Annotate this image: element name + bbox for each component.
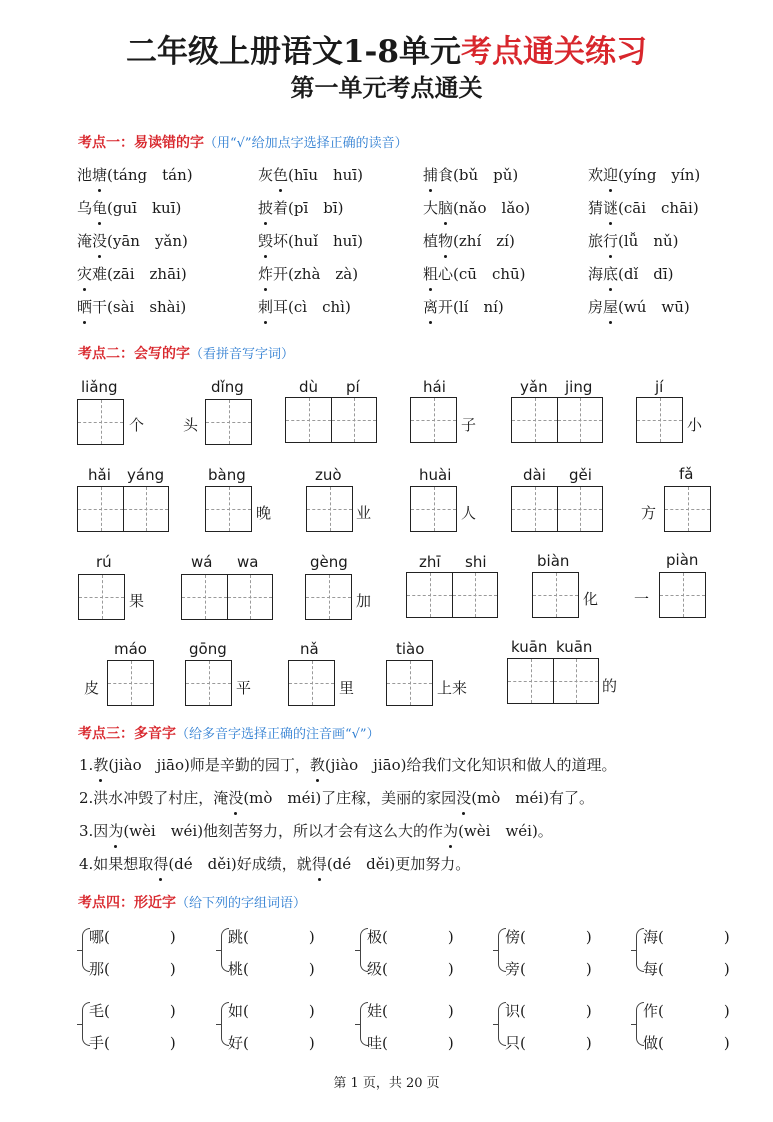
word-part: 着 [273,199,289,217]
pinyin: wá [191,553,213,571]
section4-heading [78,892,306,912]
writing-grid[interactable] [410,397,457,443]
word-part: 食 [438,166,454,184]
reading-item [77,197,181,218]
sentence-text[interactable]: (dé děi)更加努力。 [326,855,471,873]
given-char: 方 [641,504,657,522]
dotted-char: 捕 [423,166,439,184]
word-building-item[interactable]: 哪( ) [89,928,176,946]
reading-item [423,263,526,284]
writing-grid[interactable] [107,660,154,706]
word-building-item[interactable]: 做( ) [643,1034,730,1052]
given-char: 加 [356,592,372,610]
writing-grid[interactable] [664,486,711,532]
writing-grid[interactable] [185,660,232,706]
dotted-char: 刺 [258,298,274,316]
word-part: 耳 [273,298,289,316]
sentence-text: 1. [79,756,94,774]
dotted-char: 得 [153,855,169,873]
sentence-text[interactable]: (jiào jiāo)给我们文化知识和做人的道理。 [324,756,617,774]
writing-grid[interactable] [78,574,125,620]
pinyin: liǎng [81,378,118,396]
pinyin: fǎ [679,465,694,483]
pinyin-options[interactable]: (táng tán) [107,166,193,184]
dotted-char: 晒 [77,298,93,316]
given-char: 平 [236,679,252,697]
writing-grid[interactable] [532,572,579,618]
word-building-item[interactable]: 级( ) [367,960,454,978]
section2-instruction: （看拼音写字词） [190,347,295,362]
writing-grid[interactable] [77,399,124,445]
dotted-char: 没 [92,232,108,250]
dotted-char: 迎 [603,166,619,184]
section3-heading [78,723,380,743]
word-building-item[interactable]: 娃( ) [367,1002,454,1020]
word-building-item[interactable]: 识( ) [505,1002,592,1020]
polyphone-sentence-1 [79,754,616,775]
pinyin: máo [114,640,147,658]
dotted-char: 教 [309,756,325,774]
given-char: 业 [356,504,372,522]
pinyin-options[interactable]: (yān yǎn) [107,232,188,250]
pinyin: huài [419,466,452,484]
word-part: 猜 [588,199,604,217]
writing-grid[interactable] [181,574,273,620]
pinyin: bàng [208,466,246,484]
pinyin-options[interactable]: (huǐ huī) [288,232,363,250]
word-building-item[interactable]: 那( ) [89,960,176,978]
pinyin: wa [237,553,259,571]
pinyin: dǐng [211,378,244,396]
writing-grid[interactable] [205,486,252,532]
pinyin: tiào [396,640,425,658]
writing-grid[interactable] [511,397,603,443]
pinyin-options[interactable]: (nǎo lǎo) [453,199,531,217]
dotted-char: 色 [273,166,289,184]
pinyin-options[interactable]: (cāi chāi) [618,199,699,217]
word-building-item[interactable]: 好( ) [228,1034,315,1052]
pinyin-options[interactable]: (yíng yín) [618,166,701,184]
pinyin: shi [465,553,487,571]
word-building-item[interactable]: 哇( ) [367,1034,454,1052]
pinyin: hái [423,378,446,396]
word-part: 坏 [273,232,289,250]
dotted-char: 炸 [258,265,274,283]
word-building-item[interactable]: 手( ) [89,1034,176,1052]
reading-item [77,263,187,284]
writing-grid[interactable] [306,486,353,532]
dotted-char: 毁 [258,232,274,250]
sentence-text[interactable]: (jiào jiāo)师是辛勤的园丁， [108,756,310,774]
reading-item [77,164,193,185]
writing-grid[interactable] [205,399,252,445]
writing-grid[interactable] [288,660,335,706]
writing-grid[interactable] [507,658,599,704]
word-part: 欢 [588,166,604,184]
pinyin-options[interactable]: (sài shài) [107,298,187,316]
title-red-part: 考点通关练习 [461,34,647,70]
word-part: 海 [588,265,604,283]
reading-item [77,296,186,317]
pinyin: nǎ [300,640,319,658]
dotted-char: 离 [423,298,439,316]
pinyin-options[interactable]: (wú wū) [618,298,690,316]
section2-heading [78,343,294,363]
pinyin: hǎi [88,466,111,484]
unit-subtitle: 第一单元考点通关 [290,73,483,102]
reading-item [588,164,700,185]
dotted-char: 得 [311,855,327,873]
pinyin: yǎn [520,378,548,396]
given-char: 里 [339,679,355,697]
word-part: 灰 [258,166,274,184]
pinyin: gèng [310,553,348,571]
writing-grid[interactable] [406,572,498,618]
pinyin: yáng [127,466,165,484]
word-building-item[interactable]: 旁( ) [505,960,592,978]
pinyin: jí [655,378,664,396]
section3-instruction: （给多音字选择正确的注音画“√”） [176,727,380,742]
polyphone-sentence-3 [79,820,553,841]
reading-item [588,197,699,218]
word-part: 开 [273,265,289,283]
polyphone-sentence-4 [79,853,470,874]
sentence-text: 3.因 [79,822,109,840]
word-part: 池 [77,166,93,184]
sentence-text[interactable]: (mò méi)了庄稼，美丽的家园 [243,789,457,807]
pinyin: zhī [419,553,441,571]
pinyin-options[interactable]: (pī bī) [288,199,344,217]
reading-item [258,197,344,218]
given-char: 的 [602,677,618,695]
given-char: 小 [687,416,703,434]
section4-title: 考点四：形近字 [78,895,176,911]
given-char: 一 [634,590,650,608]
sentence-text[interactable]: (dé děi)好成绩，就 [168,855,312,873]
given-char: 果 [129,592,145,610]
pinyin-options[interactable]: (bǔ pǔ) [453,166,519,184]
pinyin-options[interactable]: (dǐ dī) [618,265,674,283]
pinyin-options[interactable]: (lǚ nǔ) [618,232,679,250]
pinyin: zuò [315,466,342,484]
dotted-char: 物 [438,232,454,250]
section2-title: 考点二：会写的字 [78,346,190,362]
pinyin: pí [346,378,360,396]
reading-item [588,263,674,284]
word-building-item[interactable]: 海( ) [643,928,730,946]
sentence-text[interactable]: (wèi wéi)。 [458,822,553,840]
word-part: 开 [438,298,454,316]
sentence-text: 4.如果想取 [79,855,154,873]
word-building-item[interactable]: 每( ) [643,960,730,978]
pinyin-options[interactable]: (zhí zí) [453,232,515,250]
dotted-char: 行 [603,232,619,250]
given-char: 上来 [437,679,468,697]
dotted-char: 没 [456,789,472,807]
section1-heading [78,132,408,152]
given-char: 头 [183,416,199,434]
pinyin-options[interactable]: (zhà zà) [288,265,359,283]
sentence-text[interactable]: (wèi wéi)他刻苦努力，所以才会有这么大的作 [123,822,444,840]
section4-instruction: （给下列的字组词语） [176,896,307,911]
writing-grid[interactable] [636,397,683,443]
dotted-char: 底 [603,265,619,283]
reading-item [588,230,679,251]
polyphone-sentence-2 [79,787,594,808]
word-building-item[interactable]: 桃( ) [228,960,315,978]
pinyin: piàn [666,551,699,569]
word-part: 难 [92,265,108,283]
writing-grid[interactable] [285,397,377,443]
dotted-char: 粗 [423,265,439,283]
word-building-item[interactable]: 跳( ) [228,928,315,946]
dotted-char: 屋 [603,298,619,316]
pinyin: jing [565,378,593,396]
pinyin-options[interactable]: (guī kuī) [107,199,182,217]
pinyin: gōng [189,640,227,658]
dotted-char: 为 [443,822,459,840]
word-building-item[interactable]: 傍( ) [505,928,592,946]
section1-instruction: （用“√”给加点字选择正确的读音） [204,136,408,151]
word-part: 房 [588,298,604,316]
word-building-item[interactable]: 只( ) [505,1034,592,1052]
reading-item [258,164,363,185]
word-part: 植 [423,232,439,250]
pinyin: kuān [556,638,593,656]
word-building-item[interactable]: 作( ) [643,1002,730,1020]
word-part: 旅 [588,232,604,250]
dotted-char: 谜 [603,199,619,217]
dotted-char: 为 [108,822,124,840]
section3-title: 考点三：多音字 [78,726,176,742]
given-char: 皮 [84,679,100,697]
reading-item [258,296,351,317]
title-black-part: 二年级上册语文1-8单元 [125,34,461,70]
pinyin: dài [523,466,546,484]
given-char: 化 [583,590,599,608]
pinyin-options[interactable]: (zāi zhāi) [107,265,187,283]
pinyin: dù [299,378,319,396]
pinyin: gěi [569,466,592,484]
pinyin-options[interactable]: (cū chū) [453,265,526,283]
dotted-char: 龟 [92,199,108,217]
writing-grid[interactable] [305,574,352,620]
reading-item [423,197,530,218]
pinyin: biàn [537,552,570,570]
pinyin-options[interactable]: (lí ní) [453,298,504,316]
dotted-char: 灾 [77,265,93,283]
pinyin: rú [96,553,112,571]
given-char: 人 [461,504,477,522]
word-building-item[interactable]: 极( ) [367,928,454,946]
writing-grid[interactable] [511,486,603,532]
pinyin: kuān [511,638,548,656]
page-title [0,26,773,71]
sentence-text: 2.洪水冲毁了村庄，淹 [79,789,229,807]
pinyin-options[interactable]: (cì chì) [288,298,351,316]
reading-item [423,230,515,251]
word-part: 心 [438,265,454,283]
dotted-char: 脑 [438,199,454,217]
writing-grid[interactable] [77,486,169,532]
reading-item [423,164,518,185]
given-char: 晚 [256,504,272,522]
section1-title: 考点一：易读错的字 [78,135,204,151]
word-part: 干 [92,298,108,316]
reading-item [588,296,690,317]
word-part: 淹 [77,232,93,250]
word-building-item[interactable]: 如( ) [228,1002,315,1020]
writing-grid[interactable] [386,660,433,706]
reading-item [423,296,504,317]
reading-item [258,263,358,284]
sentence-text[interactable]: (mò méi)有了。 [471,789,595,807]
word-part: 乌 [77,199,93,217]
page-number: 第 1 页，共 20 页 [333,1076,440,1091]
pinyin-options[interactable]: (hīu huī) [288,166,363,184]
dotted-char: 塘 [92,166,108,184]
word-building-item[interactable]: 毛( ) [89,1002,176,1020]
writing-grid[interactable] [410,486,457,532]
dotted-char: 披 [258,199,274,217]
reading-item [258,230,363,251]
given-char: 子 [461,416,477,434]
dotted-char: 教 [93,756,109,774]
reading-item [77,230,188,251]
writing-grid[interactable] [659,572,706,618]
word-part: 大 [423,199,439,217]
given-char: 个 [129,416,145,434]
dotted-char: 没 [228,789,244,807]
